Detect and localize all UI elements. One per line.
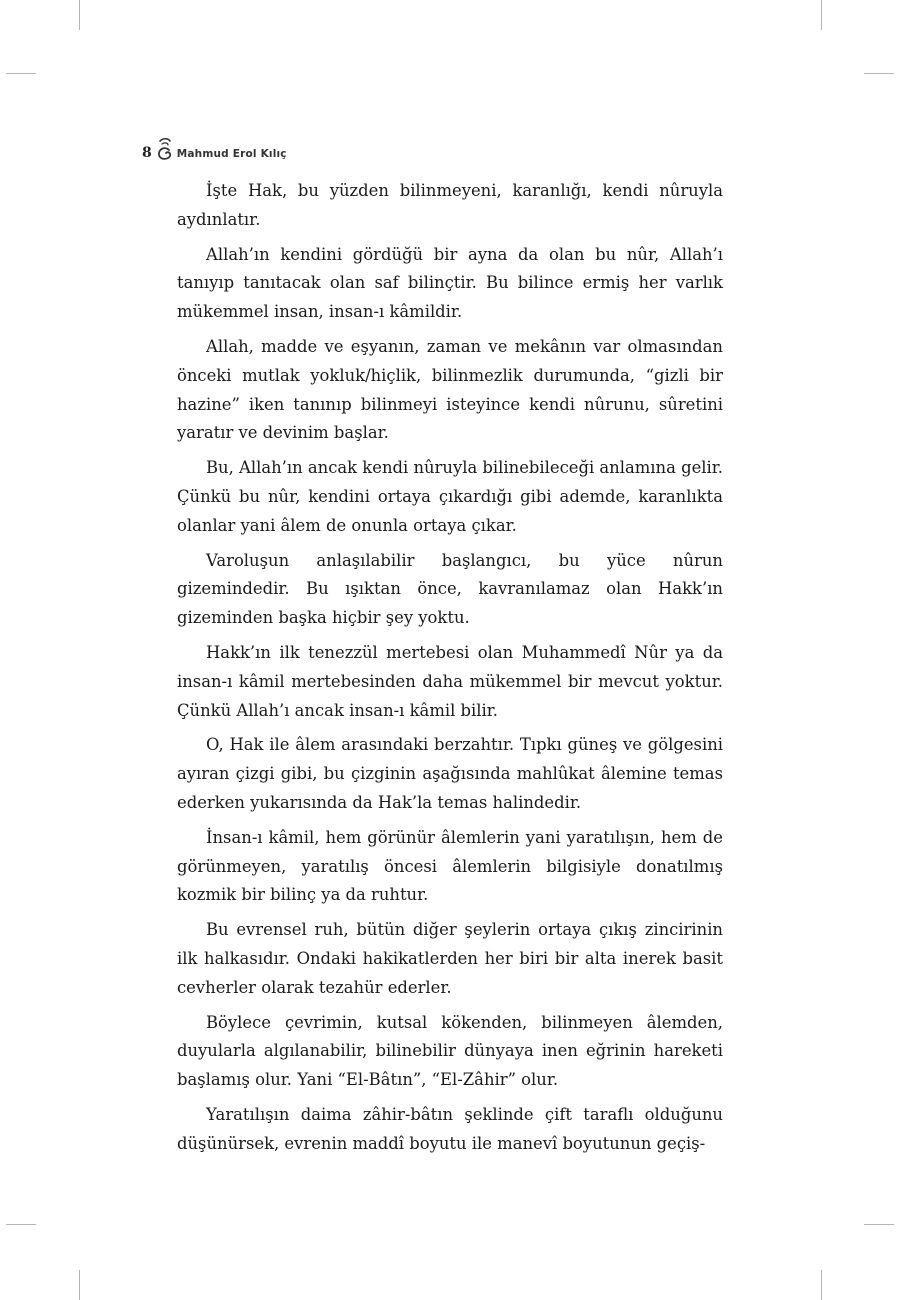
paragraph: Böylece çevrimin, kutsal kökenden, bilinmeyen âlemden, duyularla algılanabilir, bilinebilir dünyaya inen eğrinin hareketi başlamış olur. Yani “El-Bâtın”, “El-Zâhir” olur. bbox=[177, 1012, 723, 1090]
paragraph: Bu evrensel ruh, bütün diğer şeylerin ortaya çıkış zincirinin ilk halkasıdır. Ondaki hakikatlerden her biri bir alta inerek basit cevherler olarak tezahür ederler. bbox=[177, 920, 723, 997]
paragraph: Bu, Allah’ın ancak kendi nûruyla bilinebileceği anlamına gelir. Çünkü bu nûr, kendini ortaya çıkardığı gibi ademde, karanlıkta olanlar yani âlem de onunla ortaya çıkar. bbox=[177, 458, 723, 535]
paragraph: O, Hak ile âlem arasındaki berzahtır. Tıpkı güneş ve gölgesini ayıran çizgi gibi, bu çizginin aşağısında mahlûkat âlemine temas ederken yukarısında da Hak’la temas halindedir. bbox=[177, 735, 723, 812]
body-text bbox=[177, 177, 723, 1165]
crop-mark-bottom-left bbox=[79, 1270, 80, 1300]
paragraph: Allah, madde ve eşyanın, zaman ve mekânın var olmasından önceki mutlak yokluk/hiçlik, bilinmezlik durumunda, “gizli bir hazine” iken tanınıp bilinmeyi isteyince kendi nûrunu, sûretini yaratır ve devinim başlar. bbox=[177, 336, 723, 443]
paragraph: Allah’ın kendini gördüğü bir ayna da olan bu nûr, Allah’ı tanıyıp tanıtacak olan saf bilinçtir. Bu bilince ermiş her varlık mükemmel insan, insan-ı kâmildir. bbox=[177, 244, 723, 322]
crop-mark-top-right bbox=[821, 0, 822, 30]
paragraph: Hakk’ın ilk tenezzül mertebesi olan Muhammedî Nûr ya da insan-ı kâmil mertebesinden daha mükemmel bir mevcut yoktur. Çünkü Allah’ı ancak insan-ı kâmil bilir. bbox=[177, 642, 723, 720]
crop-mark-left-bottom bbox=[6, 1224, 36, 1225]
page-number: 8 bbox=[142, 145, 152, 161]
author-name: Mahmud Erol Kılıç bbox=[176, 147, 287, 160]
crop-mark-top-left bbox=[79, 0, 80, 30]
crop-mark-right-top bbox=[864, 73, 894, 74]
paragraph: Yaratılışın daima zâhir-bâtın şeklinde çift taraflı olduğunu düşünürsek, evrenin maddî boyutu ile manevî boyutunun geçiş- bbox=[177, 1104, 723, 1153]
crop-mark-right-bottom bbox=[864, 1224, 894, 1225]
paragraph: Varoluşun anlaşılabilir başlangıcı, bu yüce nûrun gizemindedir. Bu ışıktan önce, kavranılamaz olan Hakk’ın gizeminden başka hiçbir şey yoktu. bbox=[177, 550, 723, 628]
paragraph: İşte Hak, bu yüzden bilinmeyeni, karanlığı, kendi nûruyla aydınlatır. bbox=[177, 181, 723, 229]
crop-mark-bottom-right bbox=[821, 1270, 822, 1300]
crop-mark-left-top bbox=[6, 73, 36, 74]
running-header bbox=[142, 132, 287, 162]
calligraphic-ornament-icon bbox=[155, 136, 175, 162]
paragraph: İnsan-ı kâmil, hem görünür âlemlerin yani yaratılışın, hem de görünmeyen, yaratılış öncesi âlemlerin bilgisiyle donatılmış kozmik bir bilinç ya da ruhtur. bbox=[177, 827, 723, 905]
